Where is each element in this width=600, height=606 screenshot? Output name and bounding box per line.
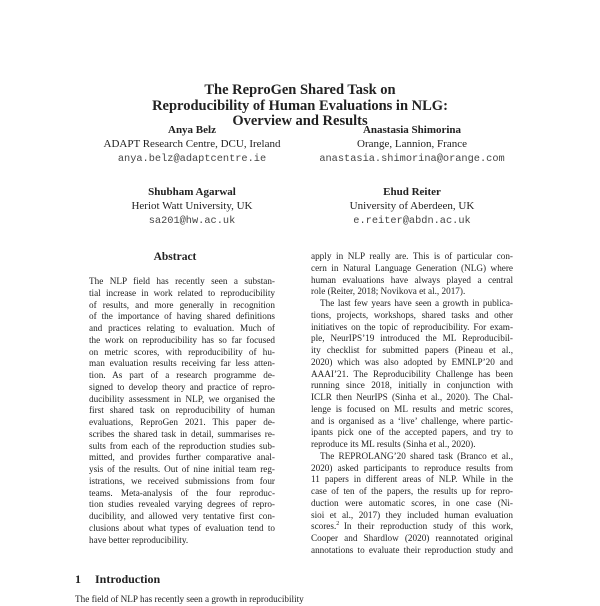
abstract-body: [89, 276, 275, 546]
text-line: annotations to evaluate their reproduction study and: [311, 544, 513, 555]
text-line: lenge is focused on ML results and metric scores,: [311, 403, 513, 414]
author-affiliation: Heriot Watt University, UK: [131, 200, 253, 213]
text-line: sults from each of the reproduction studies sub-: [89, 440, 275, 451]
text-line: initiatives on the topic of reproducibility. For exam-: [311, 321, 513, 332]
title-line: Reproducibility of Human Evaluations in NLG:: [152, 97, 448, 114]
text-line: istrations, we received submissions from four: [89, 475, 275, 486]
text-line: case of ten of the papers, the results up for repro-: [311, 486, 513, 496]
text-line: ducibility assessment in NLP, we organised the: [89, 393, 275, 404]
abstract-heading: Abstract: [153, 251, 197, 263]
author-block: [72, 123, 312, 166]
text-line: have better reproducibility.: [89, 534, 189, 545]
author-block: [292, 185, 532, 228]
author-email[interactable]: anastasia.shimorina@orange.com: [319, 152, 505, 165]
text-line: running since 2018, initially in conjunction with: [311, 380, 513, 391]
text-fragment: scores.: [311, 521, 337, 532]
author-email[interactable]: e.reiter@abdn.ac.uk: [353, 214, 471, 227]
text-line: tion studies revealed varying degrees of repro-: [89, 499, 275, 510]
text-line: tion. As part of a research programme de-: [89, 370, 275, 380]
text-line: man evaluation results receiving far less atten-: [89, 358, 275, 369]
text-line: 11 papers in different areas of NLP. While in the: [311, 474, 513, 485]
author-name: Anya Belz: [168, 124, 216, 136]
text-line: role (Reiter, 2018; Novikova et al., 2017).: [311, 286, 466, 297]
text-line: scribes the shared task in detail, summarises re-: [89, 428, 275, 439]
text-line: cern in Natural Language Generation (NLG) where: [311, 262, 513, 273]
right-column-body: [311, 251, 513, 557]
section-number: 1: [75, 572, 81, 586]
footnote-marker[interactable]: 2: [336, 521, 340, 528]
text-line: ipants pick one of the accepted papers, and try to: [311, 427, 513, 438]
text-line: The REPROLANG’20 shared task (Branco et al.,: [320, 450, 513, 461]
text-line: The NLP field has recently seen a substan-: [89, 276, 275, 286]
text-line: first shared task on reproducibility of human: [89, 405, 275, 416]
text-line: AAAI’21. The Reproducibility Challenge has been: [311, 368, 513, 379]
text-line: mitted, and provides further comparative anal-: [89, 452, 275, 463]
text-line: and is organised as a ‘live’ challenge, where partic-: [311, 415, 513, 426]
text-line: the work on reproducibility has so far focused: [89, 334, 275, 345]
text-line: signed to develop theory and practice of repro-: [89, 381, 275, 392]
text-line: on metric scores, with reproducibility of hu-: [89, 346, 275, 357]
text-line: evaluations, ReproGen 2021. This paper de-: [89, 417, 275, 427]
text-line: ity checklist for submitted papers (Pineau et al.,: [311, 345, 513, 355]
text-line: reproduce its ML results (Sinha et al., 2020).: [311, 439, 476, 449]
text-line: The field of NLP has recently seen a growth in reproducibility: [75, 594, 304, 604]
author-email[interactable]: sa201@hw.ac.uk: [148, 214, 236, 227]
text-line: [311, 521, 513, 533]
text-line: ysis of the results. Out of nine initial team reg-: [89, 464, 275, 474]
text-line: ducibility, and allowed very tentative first con-: [89, 511, 275, 521]
text-line: The last few years have seen a growth in publica-: [320, 298, 513, 308]
text-line: sioi et al., 2017) they included human evaluation: [311, 509, 513, 520]
text-line: ple, NeurIPS’19 introduced the ML Reproducibil-: [311, 333, 513, 344]
text-line: tial increase in work related to reproducibility: [89, 287, 275, 298]
title-line: The ReproGen Shared Task on: [204, 82, 396, 98]
text-line: of results, and more generally in recognition: [89, 299, 275, 310]
author-affiliation: Orange, Lannion, France: [357, 138, 467, 151]
author-name: Anastasia Shimorina: [362, 124, 462, 136]
text-line: apply in NLP really are. This is of particular con-: [311, 251, 513, 261]
section-heading: [75, 572, 160, 587]
author-affiliation: University of Aberdeen, UK: [349, 200, 475, 213]
author-affiliation: ADAPT Research Centre, DCU, Ireland: [103, 138, 281, 151]
text-line: 2020) which was also adopted by EMNLP’20 and: [311, 356, 513, 367]
author-name: Shubham Agarwal: [148, 186, 236, 198]
text-line: human evaluations have always played a central: [311, 274, 513, 285]
text-line: duction were automatic scores, in one case (Ni-: [311, 497, 513, 508]
text-fragment: In their reproduction study of this work,: [343, 521, 513, 532]
author-email[interactable]: anya.belz@adaptcentre.ie: [117, 152, 267, 165]
text-line: clusions about what types of evaluation tend to: [89, 522, 275, 533]
text-line: ICLR then NeurIPS (Sinha et al., 2020). The Chal-: [311, 392, 513, 402]
text-line: tions, projects, workshops, shared tasks and other: [311, 309, 513, 320]
author-block: [72, 185, 312, 228]
text-line: of the importance of having shared definitions: [89, 311, 275, 322]
section-title: Introduction: [95, 572, 161, 586]
title-line: Overview and Results: [232, 113, 368, 129]
text-line: and practices relating to evaluation. Much of: [89, 323, 275, 333]
text-line: Cooper and Shardlow (2020) reannotated original: [311, 533, 513, 543]
text-line: 2020) asked participants to reproduce results from: [311, 462, 513, 473]
text-line: teams. Meta-analysis of the four reproduc-: [89, 487, 275, 498]
author-block: [292, 123, 532, 166]
author-name: Ehud Reiter: [383, 186, 441, 198]
